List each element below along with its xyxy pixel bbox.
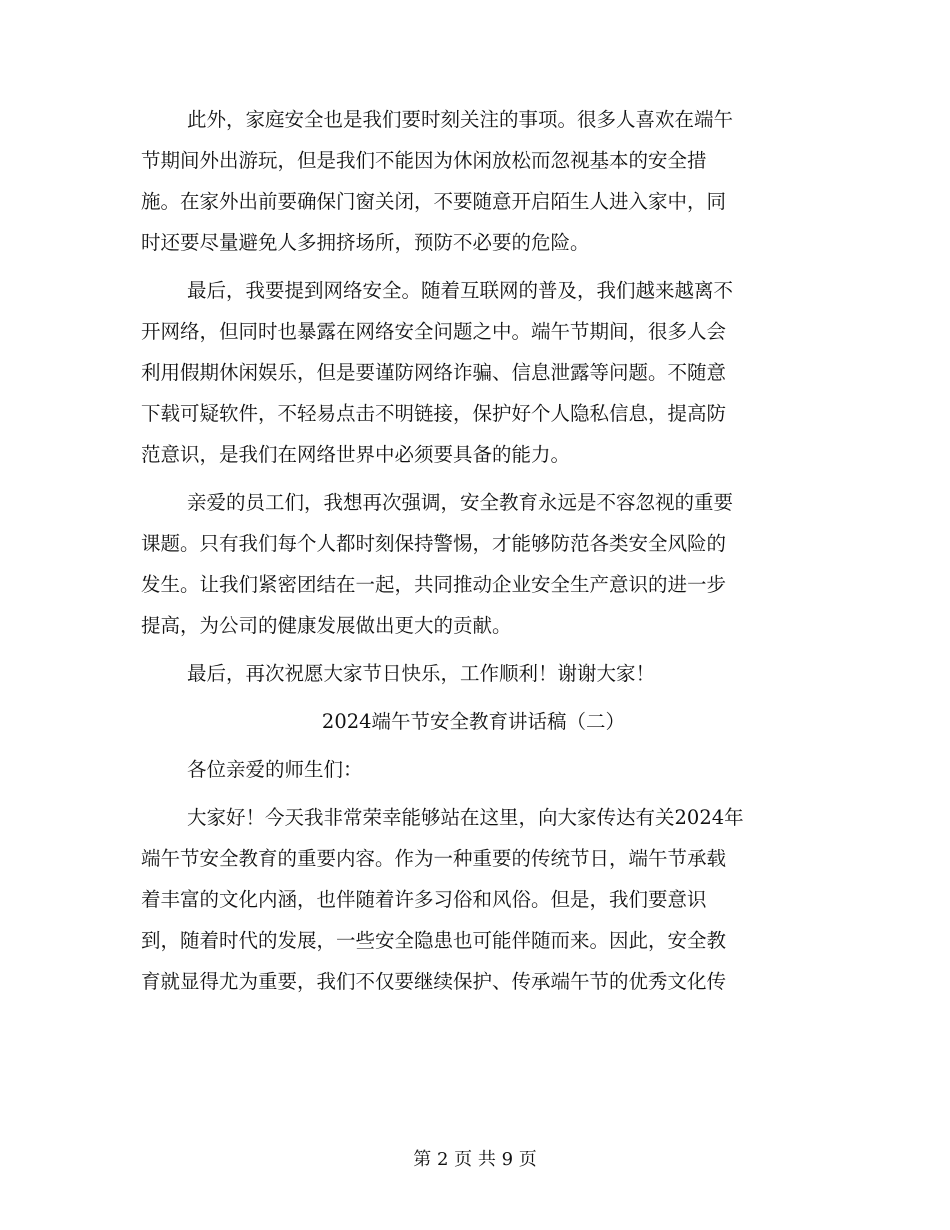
paragraph-line: 最后，我要提到网络安全。随着互联网的普及，我们越来越离不: [187, 279, 734, 302]
paragraph-home-safety: [141, 99, 806, 263]
paragraph-line: 提高，为公司的健康发展做出更大的贡献。: [141, 614, 512, 637]
paragraph-thanks: [141, 653, 806, 694]
document-body: [141, 99, 806, 1009]
paragraph-line: 利用假期休闲娱乐，但是要谨防网络诈骗、信息泄露等问题。不随意: [141, 361, 727, 384]
paragraph-line: 大家好！今天我非常荣幸能够站在这里，向大家传达有关2024年: [187, 806, 744, 829]
paragraph-line: 课题。只有我们每个人都时刻保持警惕，才能够防范各类安全风险的: [141, 532, 727, 555]
paragraph-line: 亲爱的员工们，我想再次强调，安全教育永远是不容忽视的重要: [187, 491, 734, 514]
paragraph-line: 下载可疑软件，不轻易点击不明链接，保护好个人隐私信息，提高防: [141, 402, 727, 425]
paragraph-closing-emphasis: [141, 482, 806, 646]
paragraph-network-safety: [141, 270, 806, 475]
paragraph-line: 节期间外出游玩，但是我们不能因为休闲放松而忽视基本的安全措: [141, 149, 707, 172]
paragraph-line: 到，随着时代的发展，一些安全隐患也可能伴随而来。因此，安全教: [141, 929, 727, 952]
paragraph-line: 各位亲爱的师生们：: [187, 758, 363, 781]
paragraph-introduction: [141, 797, 806, 1002]
paragraph-line: 端午节安全教育的重要内容。作为一种重要的传统节日，端午节承载: [141, 847, 727, 870]
paragraph-line: 最后，再次祝愿大家节日快乐，工作顺利！谢谢大家！: [187, 662, 656, 685]
paragraph-greeting: [141, 749, 806, 790]
paragraph-line: 时还要尽量避免人多拥挤场所，预防不必要的危险。: [141, 231, 590, 254]
page-number-footer: 第 2 页 共 9 页: [413, 1149, 537, 1170]
paragraph-line: 育就显得尤为重要，我们不仅要继续保护、传承端午节的优秀文化传: [141, 970, 727, 993]
paragraph-line: 着丰富的文化内涵，也伴随着许多习俗和风俗。但是，我们要意识: [141, 888, 707, 911]
paragraph-line: 开网络，但同时也暴露在网络安全问题之中。端午节期间，很多人会: [141, 320, 727, 343]
paragraph-line: 施。在家外出前要确保门窗关闭，不要随意开启陌生人进入家中，同: [141, 190, 727, 213]
section-title: 2024端午节安全教育讲话稿（二）: [321, 710, 626, 733]
paragraph-line: 发生。让我们紧密团结在一起，共同推动企业安全生产意识的进一步: [141, 573, 727, 596]
paragraph-line: 此外，家庭安全也是我们要时刻关注的事项。很多人喜欢在端午: [187, 108, 734, 131]
paragraph-line: 范意识，是我们在网络世界中必须要具备的能力。: [141, 443, 571, 466]
